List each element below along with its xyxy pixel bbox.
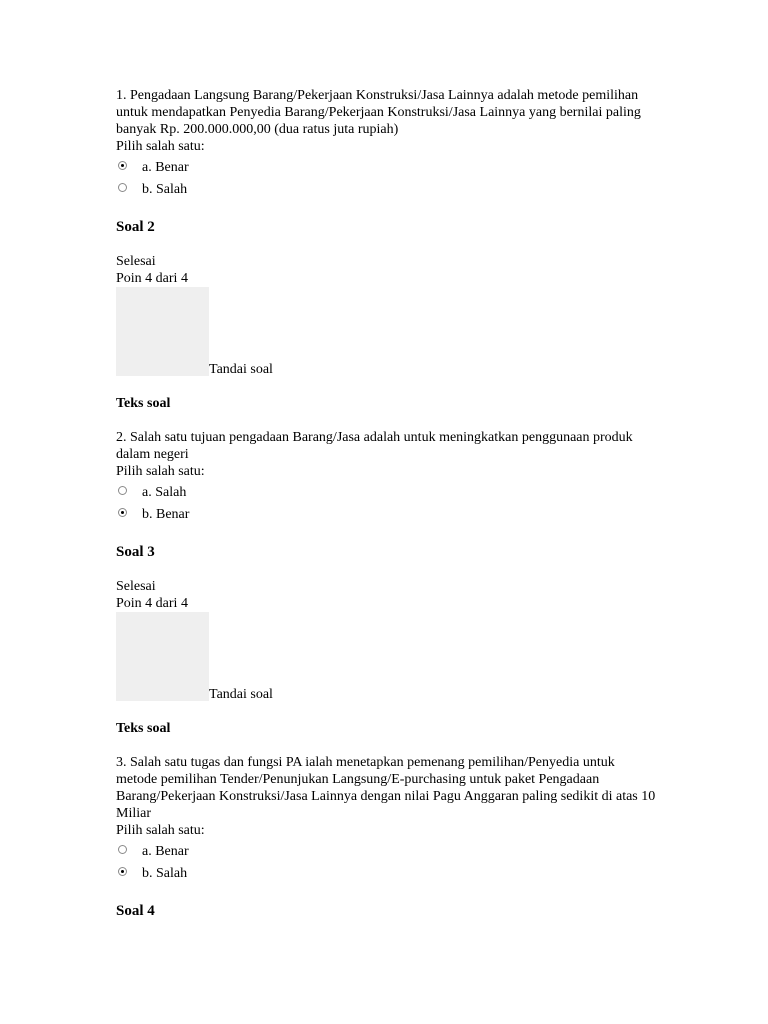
flag-question[interactable] xyxy=(116,612,656,701)
radio-checked-icon[interactable] xyxy=(118,508,127,517)
radio-unchecked-icon[interactable] xyxy=(118,183,127,192)
radio-unchecked-icon[interactable] xyxy=(118,486,127,495)
question-2-options xyxy=(116,482,656,526)
question-2-option-a[interactable] xyxy=(116,482,656,504)
flag-label[interactable]: Tandai soal xyxy=(209,362,273,377)
question-status: Selesai xyxy=(116,254,156,269)
option-label: a. Benar xyxy=(142,844,189,859)
question-1-option-b[interactable] xyxy=(116,179,656,201)
question-points: Poin 4 dari 4 xyxy=(116,271,188,286)
radio-unchecked-icon[interactable] xyxy=(118,845,127,854)
option-label: b. Salah xyxy=(142,866,188,881)
question-2-option-b[interactable] xyxy=(116,504,656,526)
question-1-options xyxy=(116,157,656,201)
question-3-option-b[interactable] xyxy=(116,863,656,885)
option-label: b. Benar xyxy=(142,507,190,522)
question-2-prompt: Pilih salah satu: xyxy=(116,464,205,479)
question-points: Poin 4 dari 4 xyxy=(116,596,188,611)
radio-checked-icon[interactable] xyxy=(118,867,127,876)
question-3 xyxy=(116,543,656,885)
question-1-option-a[interactable] xyxy=(116,157,656,179)
question-heading: Soal 3 xyxy=(116,544,155,560)
question-1-prompt: Pilih salah satu: xyxy=(116,139,205,154)
question-heading: Soal 4 xyxy=(116,903,155,919)
question-status: Selesai xyxy=(116,579,156,594)
question-3-options xyxy=(116,841,656,885)
question-1-text: 1. Pengadaan Langsung Barang/Pekerjaan Konstruksi/Jasa Lainnya adalah metode pemilihan untuk mendapatkan Penyedia Barang/Pekerjaan Konstruksi/Jasa Lainnya yang bernilai paling banyak Rp. 200.000.000,00 (dua ratus juta rupiah) xyxy=(116,88,641,137)
flag-question[interactable] xyxy=(116,287,656,376)
question-3-option-a[interactable] xyxy=(116,841,656,863)
question-1 xyxy=(116,87,656,201)
question-3-prompt: Pilih salah satu: xyxy=(116,823,205,838)
flag-icon[interactable] xyxy=(116,287,209,376)
flag-label[interactable]: Tandai soal xyxy=(209,687,273,702)
question-3-text: 3. Salah satu tugas dan fungsi PA ialah menetapkan pemenang pemilihan/Penyedia untuk metode pemilihan Tender/Penunjukan Langsung/E-purchasing untuk paket Pengadaan Barang/Pekerjaan Konstruksi/Jasa Lainnya dengan nilai Pagu Anggaran paling sedikit di atas 10 Miliar xyxy=(116,755,656,821)
question-text-heading: Teks soal xyxy=(116,396,171,411)
option-label: b. Salah xyxy=(142,182,188,197)
option-label: a. Salah xyxy=(142,485,187,500)
option-label: a. Benar xyxy=(142,160,189,175)
flag-icon[interactable] xyxy=(116,612,209,701)
question-4 xyxy=(116,902,656,920)
radio-checked-icon[interactable] xyxy=(118,161,127,170)
question-text-heading: Teks soal xyxy=(116,721,171,736)
question-2 xyxy=(116,218,656,526)
quiz-review-content xyxy=(116,87,656,920)
question-2-text: 2. Salah satu tujuan pengadaan Barang/Jasa adalah untuk meningkatkan penggunaan produk dalam negeri xyxy=(116,430,633,462)
question-heading: Soal 2 xyxy=(116,219,155,235)
